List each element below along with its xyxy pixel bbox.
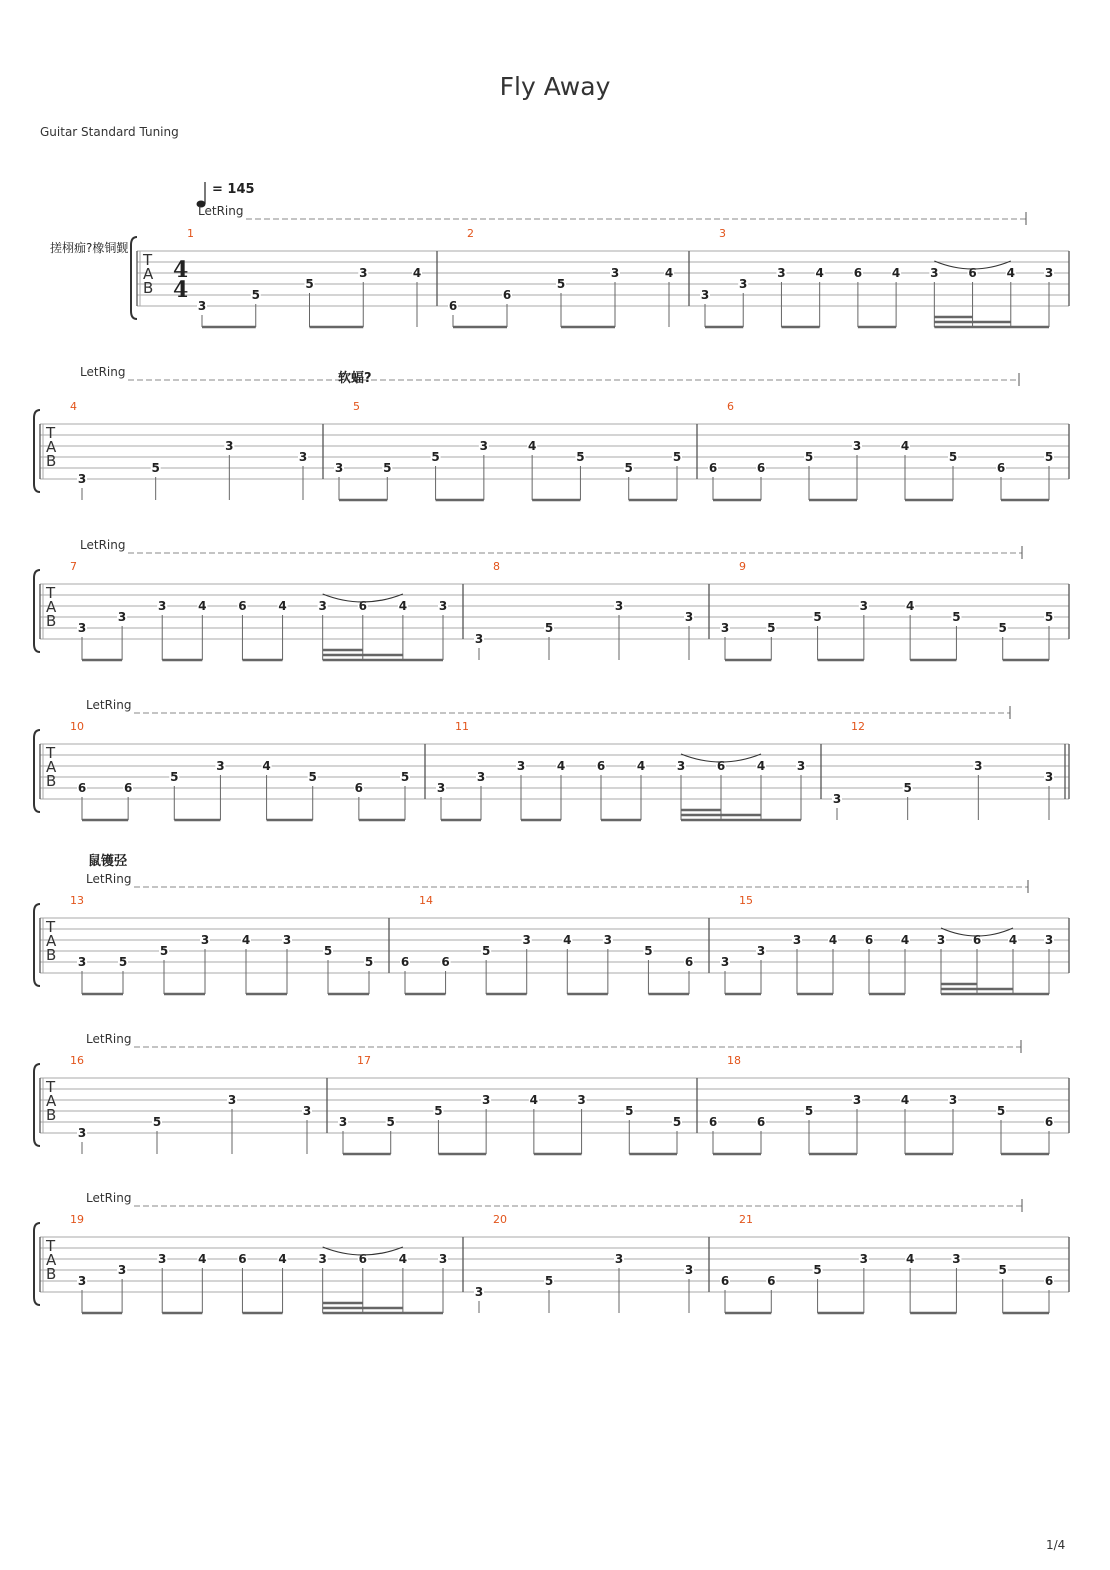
fret-number: 4 (1006, 266, 1015, 280)
tab-clef-letter: T (46, 424, 56, 442)
text-annotation: 软蝠? (338, 371, 372, 386)
fret-number: 6 (448, 299, 458, 313)
fret-number: 5 (576, 450, 585, 464)
text-annotation: 鼠镬弪 (88, 854, 128, 869)
fret-number: 3 (739, 277, 748, 291)
fret-number: 6 (441, 955, 450, 969)
tab-clef-letter: T (46, 1237, 56, 1255)
tab-clef-letter: B (46, 1106, 57, 1124)
fret-number: 6 (720, 1274, 730, 1288)
fret-number: 6 (358, 1252, 367, 1266)
fret-number: 3 (610, 266, 620, 280)
fret-number: 4 (900, 1093, 910, 1107)
fret-number: 5 (383, 461, 392, 475)
measure-number: 3 (719, 227, 726, 240)
fret-number: 3 (852, 439, 862, 453)
fret-number: 3 (792, 933, 802, 947)
fret-number: 3 (225, 439, 234, 453)
measure-number: 21 (739, 1213, 753, 1226)
fret-number: 3 (832, 792, 842, 806)
time-signature-bottom: 4 (173, 277, 189, 303)
fret-number: 5 (948, 450, 958, 464)
fret-number: 3 (720, 955, 730, 969)
fret-number: 5 (544, 1274, 554, 1288)
tab-clef-letter: T (46, 744, 56, 762)
measure-number: 10 (70, 720, 84, 733)
fret-number: 5 (624, 461, 633, 475)
fret-number: 3 (777, 266, 786, 280)
fret-number: 5 (364, 955, 374, 969)
fret-number: 6 (354, 781, 364, 795)
fret-number: 6 (864, 933, 874, 947)
fret-number: 3 (481, 1093, 491, 1107)
fret-number: 4 (828, 933, 838, 947)
measure-number: 15 (739, 894, 753, 907)
fret-number: 5 (308, 770, 317, 784)
fret-number: 3 (334, 461, 344, 475)
fret-number: 4 (900, 933, 910, 947)
fret-number: 4 (398, 599, 408, 613)
tab-clef-letter: B (46, 946, 57, 964)
fret-number: 6 (596, 759, 606, 773)
fret-number: 4 (278, 1252, 287, 1266)
fret-number: 6 (358, 599, 367, 613)
tab-clef-letter: T (46, 584, 56, 602)
fret-number: 3 (852, 1093, 862, 1107)
fret-number: 3 (77, 472, 87, 486)
fret-number: 3 (438, 1252, 448, 1266)
let-ring-label: LetRing (198, 204, 244, 218)
fret-number: 4 (412, 266, 422, 280)
measure-number: 20 (493, 1213, 507, 1226)
fret-number: 6 (1044, 1274, 1054, 1288)
fret-number: 3 (684, 610, 694, 624)
fret-number: 3 (859, 599, 869, 613)
measure-number: 6 (727, 400, 734, 413)
fret-number: 6 (968, 266, 977, 280)
instrument-label: 搓栩痂?橡铜觐 (50, 241, 129, 255)
fret-number: 6 (1044, 1115, 1054, 1129)
fret-number: 3 (1044, 266, 1054, 280)
fret-number: 3 (216, 759, 225, 773)
let-ring-label: LetRing (80, 365, 126, 379)
fret-number: 3 (614, 599, 624, 613)
fret-number: 3 (117, 1263, 127, 1277)
fret-number: 4 (278, 599, 287, 613)
fret-number: 3 (302, 1104, 312, 1118)
fret-number: 4 (527, 439, 537, 453)
fret-number: 6 (756, 461, 766, 475)
fret-number: 4 (756, 759, 766, 773)
fret-number: 6 (708, 1115, 718, 1129)
fret-number: 5 (644, 944, 653, 958)
system-bracket (131, 237, 137, 319)
fret-number: 3 (614, 1252, 624, 1266)
fret-number: 5 (952, 610, 961, 624)
fret-number: 3 (474, 1285, 484, 1299)
fret-number: 3 (684, 1263, 694, 1277)
fret-number: 6 (238, 1252, 247, 1266)
tab-clef-letter: T (143, 251, 153, 269)
fret-number: 3 (676, 759, 686, 773)
measure-number: 17 (357, 1054, 371, 1067)
fret-number: 5 (400, 770, 410, 784)
fret-number: 4 (891, 266, 901, 280)
fret-number: 6 (123, 781, 133, 795)
measure-number: 14 (419, 894, 433, 907)
song-title: Fly Away (499, 72, 611, 101)
fret-number: 6 (684, 955, 694, 969)
fret-number: 3 (720, 621, 730, 635)
tab-clef-letter: A (46, 438, 57, 456)
tab-clef-letter: T (46, 1078, 56, 1096)
fret-number: 3 (338, 1115, 348, 1129)
fret-number: 5 (804, 1104, 814, 1118)
fret-number: 3 (974, 759, 983, 773)
fret-number: 3 (936, 933, 946, 947)
fret-number: 3 (318, 599, 327, 613)
fret-number: 5 (998, 621, 1007, 635)
fret-number: 5 (152, 1115, 162, 1129)
fret-number: 5 (556, 277, 566, 291)
measure-number: 4 (70, 400, 77, 413)
fret-number: 4 (636, 759, 646, 773)
fret-number: 3 (522, 933, 531, 947)
tuning-label: Guitar Standard Tuning (40, 125, 179, 139)
fret-number: 3 (700, 288, 710, 302)
fret-number: 3 (318, 1252, 327, 1266)
system-bracket (34, 1223, 40, 1305)
fret-number: 5 (251, 288, 260, 302)
fret-number: 3 (952, 1252, 961, 1266)
fret-number: 4 (905, 599, 915, 613)
measure-number: 7 (70, 560, 77, 573)
fret-number: 3 (1044, 770, 1054, 784)
time-signature-top: 4 (173, 257, 189, 283)
fret-number: 6 (708, 461, 718, 475)
fret-number: 3 (476, 770, 486, 784)
fret-number: 6 (756, 1115, 766, 1129)
fret-number: 6 (716, 759, 726, 773)
measure-number: 1 (187, 227, 194, 240)
system-bracket (34, 570, 40, 652)
let-ring-label: LetRing (86, 1032, 132, 1046)
fret-number: 3 (756, 944, 766, 958)
system-bracket (34, 1064, 40, 1146)
fret-number: 6 (77, 781, 87, 795)
fret-number: 4 (398, 1252, 408, 1266)
fret-number: 4 (529, 1093, 539, 1107)
tab-clef-letter: B (46, 1265, 57, 1283)
fret-number: 5 (151, 461, 160, 475)
fret-number: 3 (948, 1093, 958, 1107)
fret-number: 5 (305, 277, 314, 291)
fret-number: 5 (118, 955, 128, 969)
fret-number: 6 (238, 599, 247, 613)
fret-number: 4 (905, 1252, 915, 1266)
tab-clef-letter: A (46, 598, 57, 616)
fret-number: 4 (198, 1252, 207, 1266)
fret-number: 5 (813, 610, 822, 624)
fret-number: 5 (625, 1104, 634, 1118)
fret-number: 6 (767, 1274, 776, 1288)
fret-number: 3 (227, 1093, 237, 1107)
fret-number: 5 (804, 450, 814, 464)
fret-number: 5 (767, 621, 776, 635)
fret-number: 3 (200, 933, 210, 947)
fret-number: 5 (1044, 610, 1054, 624)
fret-number: 5 (544, 621, 554, 635)
fret-number: 3 (158, 599, 167, 613)
let-ring-label: LetRing (86, 1191, 132, 1205)
measure-number: 5 (353, 400, 360, 413)
fret-number: 3 (436, 781, 446, 795)
fret-number: 3 (474, 632, 484, 646)
fret-number: 4 (664, 266, 674, 280)
fret-number: 3 (479, 439, 489, 453)
fret-number: 3 (359, 266, 368, 280)
measure-number: 18 (727, 1054, 741, 1067)
fret-number: 5 (813, 1263, 822, 1277)
measure-number: 11 (455, 720, 469, 733)
tab-clef-letter: B (143, 279, 154, 297)
fret-number: 3 (1044, 933, 1054, 947)
fret-number: 3 (197, 299, 207, 313)
fret-number: 6 (853, 266, 863, 280)
fret-number: 4 (198, 599, 207, 613)
measure-number: 19 (70, 1213, 84, 1226)
fret-number: 6 (972, 933, 982, 947)
tab-clef-letter: T (46, 918, 56, 936)
tab-clef-letter: B (46, 612, 57, 630)
fret-number: 5 (481, 944, 491, 958)
page-number: 1/4 (1046, 1538, 1066, 1552)
let-ring-label: LetRing (86, 872, 132, 886)
measure-number: 8 (493, 560, 500, 573)
fret-number: 5 (323, 944, 333, 958)
let-ring-label: LetRing (86, 698, 132, 712)
fret-number: 4 (900, 439, 910, 453)
fret-number: 5 (998, 1263, 1007, 1277)
fret-number: 3 (796, 759, 806, 773)
fret-number: 4 (1008, 933, 1018, 947)
fret-number: 4 (262, 759, 271, 773)
tab-clef-letter: B (46, 772, 57, 790)
fret-number: 5 (672, 1115, 682, 1129)
fret-number: 4 (556, 759, 566, 773)
fret-number: 5 (170, 770, 179, 784)
fret-number: 3 (117, 610, 127, 624)
fret-number: 6 (996, 461, 1006, 475)
fret-number: 3 (603, 933, 613, 947)
measure-number: 13 (70, 894, 84, 907)
fret-number: 3 (516, 759, 526, 773)
measure-number: 9 (739, 560, 746, 573)
system-bracket (34, 410, 40, 492)
fret-number: 3 (282, 933, 292, 947)
fret-number: 5 (386, 1115, 395, 1129)
tab-clef-letter: A (143, 265, 154, 283)
fret-number: 3 (77, 1126, 87, 1140)
fret-number: 3 (158, 1252, 167, 1266)
fret-number: 3 (77, 1274, 87, 1288)
fret-number: 3 (438, 599, 448, 613)
fret-number: 5 (431, 450, 440, 464)
fret-number: 4 (815, 266, 824, 280)
fret-number: 3 (77, 621, 87, 635)
measure-number: 16 (70, 1054, 84, 1067)
fret-number: 4 (563, 933, 572, 947)
fret-number: 3 (859, 1252, 869, 1266)
system-bracket (34, 904, 40, 986)
tab-clef-letter: A (46, 1092, 57, 1110)
fret-number: 6 (502, 288, 512, 302)
tempo-marking: = 145 (212, 182, 255, 197)
fret-number: 4 (241, 933, 251, 947)
fret-number: 3 (298, 450, 308, 464)
tab-clef-letter: A (46, 758, 57, 776)
fret-number: 5 (996, 1104, 1006, 1118)
fret-number: 5 (159, 944, 169, 958)
fret-number: 3 (930, 266, 939, 280)
fret-number: 3 (77, 955, 87, 969)
tab-clef-letter: B (46, 452, 57, 470)
tab-clef-letter: A (46, 1251, 57, 1269)
fret-number: 5 (1044, 450, 1054, 464)
measure-number: 2 (467, 227, 474, 240)
fret-number: 5 (903, 781, 912, 795)
measure-number: 12 (851, 720, 865, 733)
fret-number: 6 (400, 955, 410, 969)
fret-number: 5 (434, 1104, 443, 1118)
let-ring-label: LetRing (80, 538, 126, 552)
fret-number: 5 (672, 450, 682, 464)
fret-number: 3 (577, 1093, 586, 1107)
system-bracket (34, 730, 40, 812)
tab-clef-letter: A (46, 932, 57, 950)
